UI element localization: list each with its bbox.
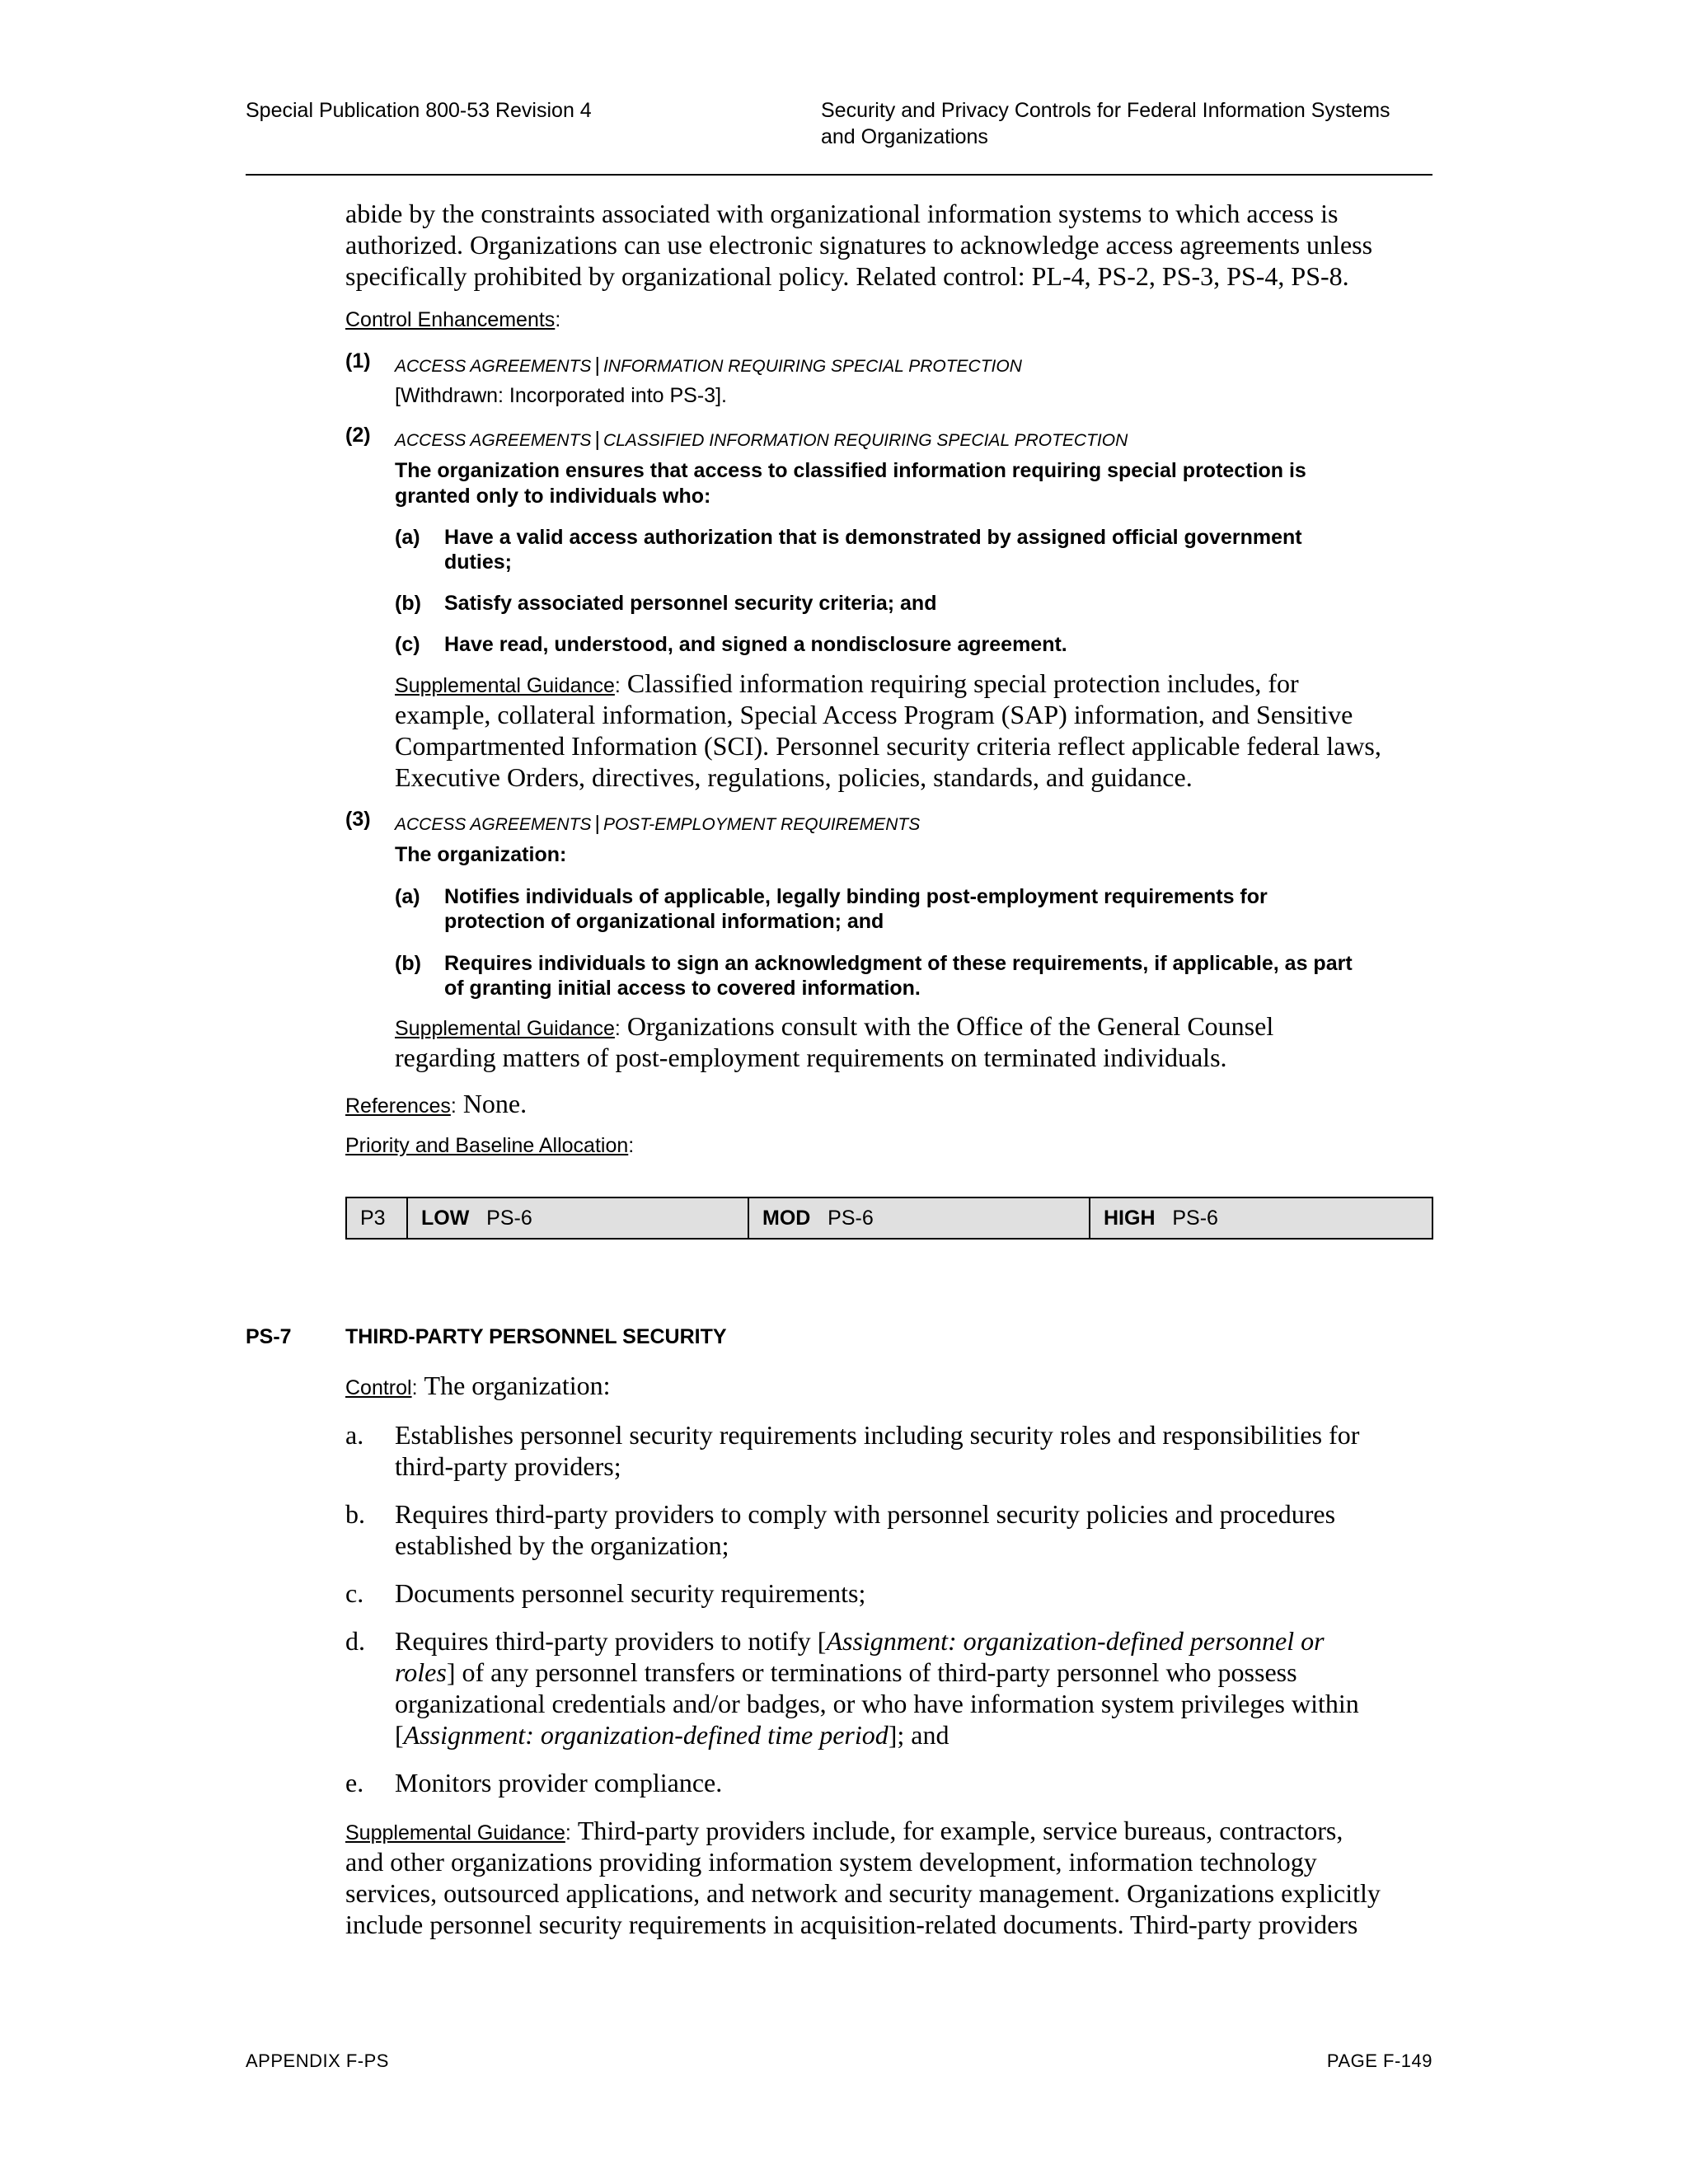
control-enhancements-heading: Control Enhancements:: [345, 308, 561, 331]
enh3-item-b-line1: Requires individuals to sign an acknowledgment of these requirements, if applicable, as part: [444, 952, 1353, 975]
high-cell: HIGH PS-6: [1090, 1197, 1432, 1239]
ps7-supplemental-line1: Supplemental Guidance: Third-party providers include, for example, service bureaus, contractors,: [345, 1816, 1343, 1845]
enh2-supplemental-line2: example, collateral information, Special Access Program (SAP) information, and Sensitive: [395, 700, 1353, 729]
enh2-title: ACCESS AGREEMENTS | CLASSIFIED INFORMATION REQUIRING SPECIAL PROTECTION: [395, 428, 1128, 451]
intro-line2: authorized. Organizations can use electronic signatures to acknowledge access agreements unless: [345, 230, 1373, 260]
priority-cell: P3: [346, 1197, 407, 1239]
ps7-item-b-line1: Requires third-party providers to comply with personnel security policies and procedures: [395, 1499, 1336, 1529]
ps7-item-d-line4: [Assignment: organization-defined time period]; and: [395, 1720, 950, 1750]
ps7-item-b-label: b.: [345, 1499, 365, 1529]
enh3-supplemental-line2: regarding matters of post-employment requirements on terminated individuals.: [395, 1043, 1227, 1072]
ps7-supplemental-line3: services, outsourced applications, and network and security management. Organizations explicitly: [345, 1878, 1381, 1908]
footer-left: APPENDIX F-PS: [246, 2050, 389, 2071]
ps7-item-c-label: c.: [345, 1578, 364, 1608]
baseline-row: [346, 1197, 1432, 1239]
ps7-item-d-line3: organizational credentials and/or badges, or who have information system privileges within: [395, 1689, 1359, 1718]
enh2-item-c-label: (c): [395, 633, 420, 656]
ps7-supplemental-line4: include personnel security requirements in acquisition-related documents. Third-party providers: [345, 1910, 1358, 1939]
header-right-line1: Security and Privacy Controls for Federal Information Systems: [821, 99, 1390, 122]
mod-cell: MOD PS-6: [748, 1197, 1090, 1239]
enh3-number: (3): [345, 808, 371, 831]
ps7-item-c-line1: Documents personnel security requirements;: [395, 1578, 866, 1608]
enh2-supplemental-line1: Supplemental Guidance: Classified information requiring special protection includes, for: [395, 668, 1299, 698]
header-rule: [246, 174, 1432, 176]
enh2-item-a-line2: duties;: [444, 551, 512, 574]
footer-right: PAGE F-149: [1326, 2050, 1432, 2071]
ps7-id: PS-7: [246, 1325, 292, 1348]
ps7-title: THIRD-PARTY PERSONNEL SECURITY: [345, 1325, 727, 1348]
ps7-item-d-label: d.: [345, 1626, 365, 1656]
enh3-item-a-line2: protection of organizational information; and: [444, 910, 884, 933]
enh3-item-b-label: (b): [395, 952, 421, 975]
ps7-item-d-line2: roles] of any personnel transfers or terminations of third-party personnel who possess: [395, 1657, 1297, 1687]
ps7-item-e-line1: Monitors provider compliance.: [395, 1768, 723, 1797]
intro-line3: specifically prohibited by organizational policy. Related control: PL-4, PS-2, PS-3, PS-4, PS-8.: [345, 261, 1349, 291]
enh3-statement: The organization:: [395, 843, 567, 866]
enh2-statement-line2: granted only to individuals who:: [395, 485, 711, 508]
intro-line1: abide by the constraints associated with organizational information systems to which access is: [345, 199, 1339, 228]
header-left: Special Publication 800-53 Revision 4: [246, 99, 592, 122]
header-right-line2: and Organizations: [821, 125, 988, 148]
enh2-item-c-line1: Have read, understood, and signed a nondisclosure agreement.: [444, 633, 1067, 656]
enh2-statement-line1: The organization ensures that access to classified information requiring special protection is: [395, 459, 1306, 482]
ps7-item-e-label: e.: [345, 1768, 364, 1797]
baseline-allocation-table: [345, 1197, 1433, 1240]
low-cell: LOW PS-6: [407, 1197, 748, 1239]
enh2-supplemental-line4: Executive Orders, directives, regulations, policies, standards, and guidance.: [395, 762, 1193, 792]
enh3-item-b-line2: of granting initial access to covered information.: [444, 977, 921, 1000]
enh3-item-a-line1: Notifies individuals of applicable, legally binding post-employment requirements for: [444, 885, 1268, 908]
ps7-item-a-label: a.: [345, 1420, 364, 1450]
ps7-item-d-line1: Requires third-party providers to notify [Assignment: organization-defined personnel or: [395, 1626, 1325, 1656]
enh2-item-a-line1: Have a valid access authorization that is demonstrated by assigned official government: [444, 526, 1302, 549]
enh2-number: (2): [345, 424, 371, 447]
enh2-supplemental-line3: Compartmented Information (SCI). Personnel security criteria reflect applicable federal laws,: [395, 731, 1381, 761]
ps7-control: Control: The organization:: [345, 1371, 611, 1400]
enh1-number: (1): [345, 349, 371, 373]
priority-baseline-heading: Priority and Baseline Allocation:: [345, 1134, 635, 1157]
enh2-item-b-label: (b): [395, 592, 421, 615]
ps7-item-a-line1: Establishes personnel security requirements including security roles and responsibilities for: [395, 1420, 1360, 1450]
enh2-item-a-label: (a): [395, 526, 420, 549]
ps7-item-b-line2: established by the organization;: [395, 1530, 729, 1560]
references: References: None.: [345, 1089, 528, 1118]
enh2-item-b-line1: Satisfy associated personnel security criteria; and: [444, 592, 937, 615]
enh1-text: [Withdrawn: Incorporated into PS-3].: [395, 384, 727, 407]
enh3-supplemental-line1: Supplemental Guidance: Organizations consult with the Office of the General Counsel: [395, 1011, 1274, 1041]
enh3-title: ACCESS AGREEMENTS | POST-EMPLOYMENT REQUIREMENTS: [395, 812, 921, 835]
ps7-item-a-line2: third-party providers;: [395, 1451, 621, 1481]
enh1-title: ACCESS AGREEMENTS | INFORMATION REQUIRING SPECIAL PROTECTION: [395, 354, 1022, 377]
ps7-supplemental-line2: and other organizations providing information system development, information technology: [345, 1847, 1317, 1877]
enh3-item-a-label: (a): [395, 885, 420, 908]
